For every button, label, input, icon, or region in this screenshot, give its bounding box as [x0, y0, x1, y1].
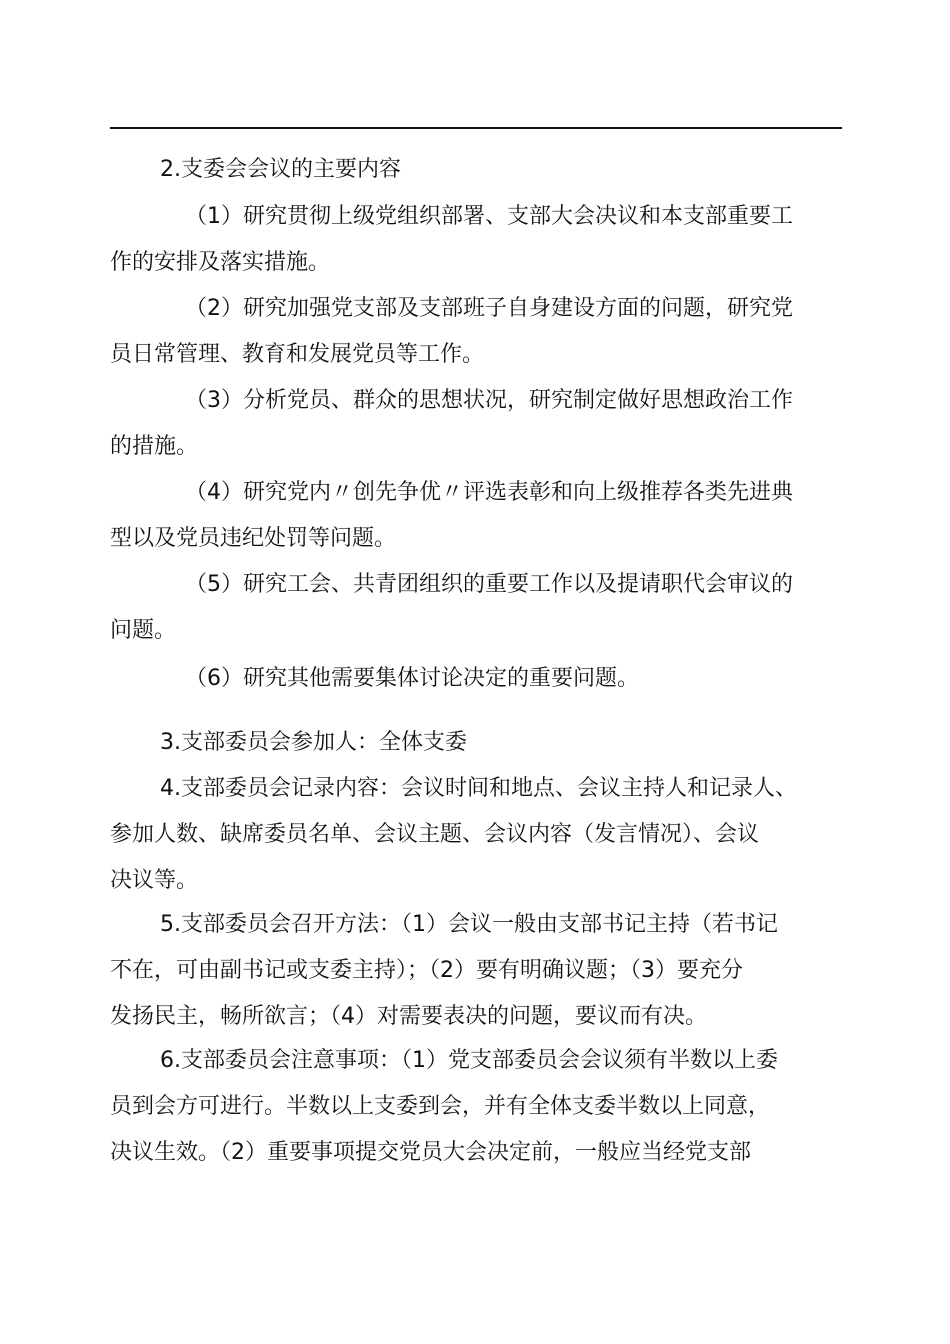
section-2-item-2-line-1: （2）研究加强党支部及支部班子自身建设方面的问题，研究党 — [185, 296, 793, 321]
header-rule — [110, 127, 842, 129]
section-2-item-3-line-1: （3）分析党员、群众的思想状况，研究制定做好思想政治工作 — [185, 388, 793, 413]
section-2-item-6-line-1: （6）研究其他需要集体讨论决定的重要问题。 — [185, 666, 639, 691]
section-2-item-5-line-2: 问题。 — [110, 618, 177, 643]
section-4-line-2: 参加人数、缺席委员名单、会议主题、会议内容（发言情况）、会议 — [110, 822, 760, 847]
section-2-heading: 2.支委会会议的主要内容 — [160, 157, 401, 182]
section-5-line-3: 发扬民主，畅所欲言；（4）对需要表决的问题，要议而有决。 — [110, 1004, 707, 1029]
section-2-item-4-line-1: （4）研究党内〃创先争优〃评选表彰和向上级推荐各类先进典 — [185, 480, 793, 505]
section-4-line-3: 决议等。 — [110, 868, 199, 893]
section-2-item-4-line-2: 型以及党员违纪处罚等问题。 — [110, 526, 397, 551]
section-2-item-1-line-2: 作的安排及落实措施。 — [110, 250, 331, 275]
section-2-item-3-line-2: 的措施。 — [110, 434, 199, 459]
section-2-item-1-line-1: （1）研究贯彻上级党组织部署、支部大会决议和本支部重要工 — [185, 204, 793, 229]
section-2-item-2-line-2: 员日常管理、教育和发展党员等工作。 — [110, 342, 485, 367]
section-6-line-3: 决议生效。（2）重要事项提交党员大会决定前，一般应当经党支部 — [110, 1140, 751, 1165]
section-3-line-1: 3.支部委员会参加人：全体支委 — [160, 730, 467, 755]
section-6-line-2: 员到会方可进行。半数以上支委到会，并有全体支委半数以上同意， — [110, 1094, 771, 1119]
section-5-line-1: 5.支部委员会召开方法：（1）会议一般由支部书记主持（若书记 — [160, 912, 778, 937]
section-6-line-1: 6.支部委员会注意事项：（1）党支部委员会会议须有半数以上委 — [160, 1048, 778, 1073]
section-5-line-2: 不在，可由副书记或支委主持）；（2）要有明确议题；（3）要充分 — [110, 958, 743, 983]
section-4-line-1: 4.支部委员会记录内容：会议时间和地点、会议主持人和记录人、 — [160, 776, 797, 801]
section-2-item-5-line-1: （5）研究工会、共青团组织的重要工作以及提请职代会审议的 — [185, 572, 793, 597]
